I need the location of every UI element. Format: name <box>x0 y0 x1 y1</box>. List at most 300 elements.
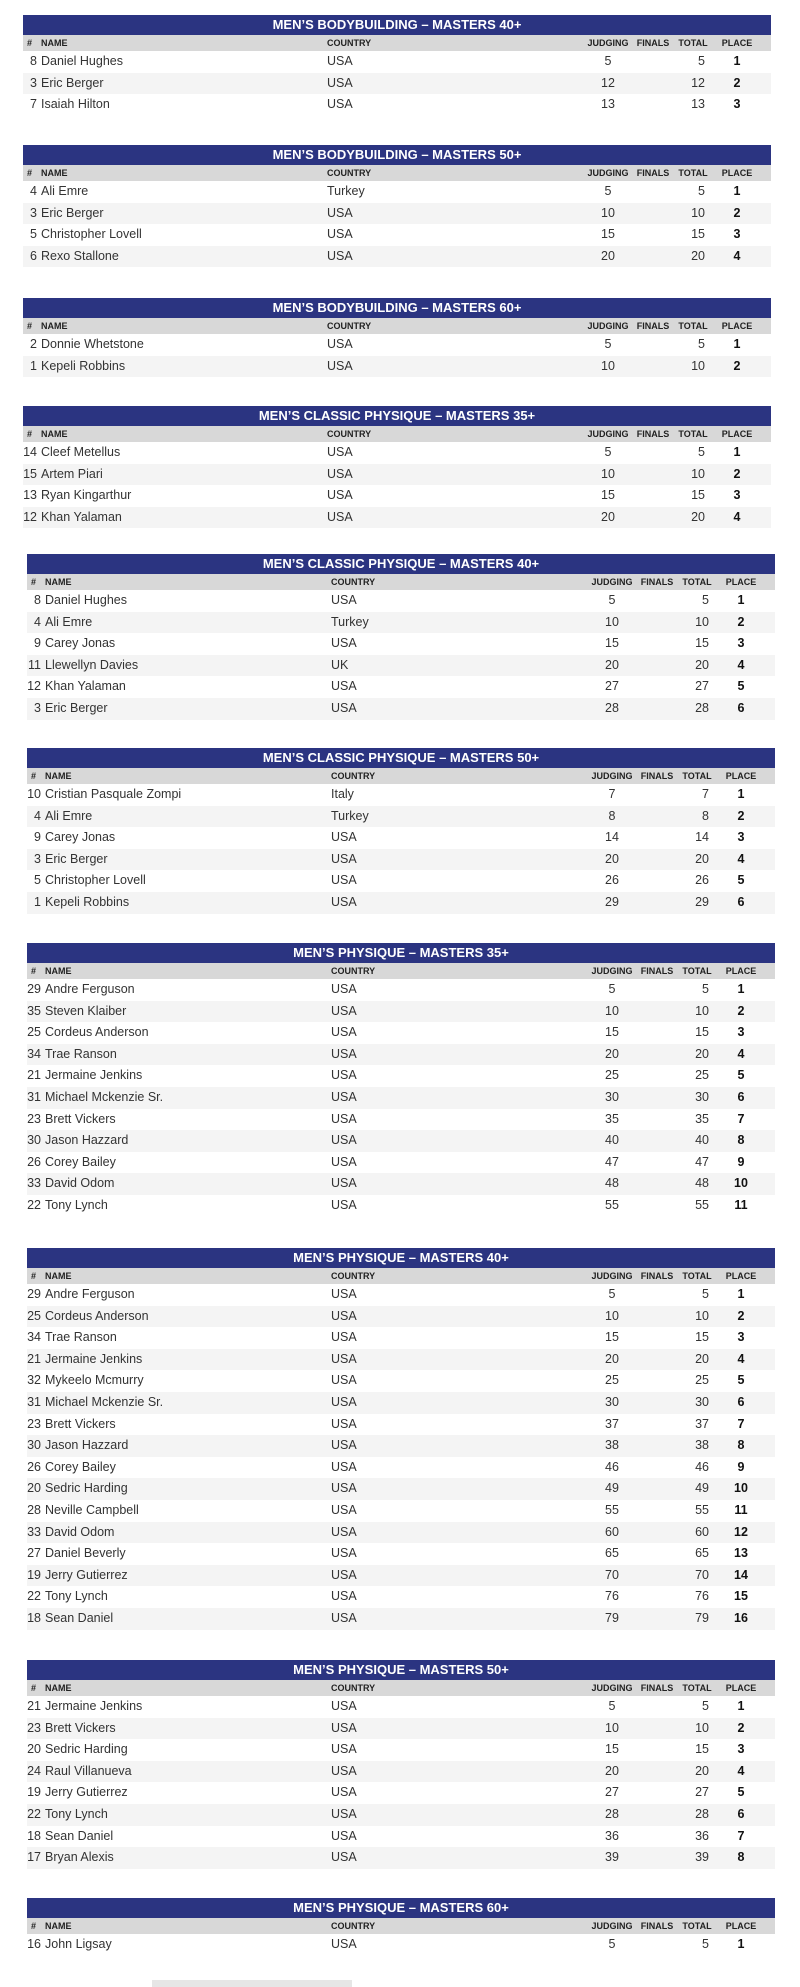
competitor-name: Michael Mckenzie Sr. <box>45 1394 164 1409</box>
table-title: MEN’S CLASSIC PHYSIQUE – MASTERS 35+ <box>23 406 771 426</box>
total-score: 10 <box>695 614 709 629</box>
total-score: 8 <box>702 808 709 823</box>
table-row <box>23 203 771 225</box>
competitor-name: Ali Emre <box>45 808 93 823</box>
total-score: 15 <box>695 1330 709 1345</box>
judging-score: 36 <box>605 1828 619 1843</box>
header-total: TOTAL <box>682 771 712 781</box>
competitor-country: USA <box>331 982 357 996</box>
total-score: 15 <box>695 1025 709 1040</box>
competitor-name: Khan Yalaman <box>41 509 122 524</box>
competitor-name: Tony Lynch <box>45 1806 108 1821</box>
placing: 1 <box>737 1287 745 1301</box>
judging-score: 40 <box>605 1133 619 1148</box>
competitor-country: USA <box>331 593 357 607</box>
table-row <box>23 464 771 486</box>
judging-score: 55 <box>605 1502 619 1517</box>
competitor-number: 8 <box>34 593 41 607</box>
judging-score: 55 <box>605 1197 619 1212</box>
table-row <box>27 1761 775 1783</box>
competitor-number: 4 <box>34 614 41 629</box>
placing: 5 <box>737 1068 745 1083</box>
competitor-number: 22 <box>27 1589 41 1604</box>
placing: 1 <box>733 184 741 198</box>
table-row <box>27 1457 775 1479</box>
placing: 8 <box>737 1133 745 1148</box>
table-row <box>27 1608 775 1630</box>
header-total: TOTAL <box>678 168 708 178</box>
competitor-country: USA <box>331 1308 357 1323</box>
total-score: 5 <box>702 982 709 996</box>
competitor-country: USA <box>327 337 353 351</box>
table-header <box>27 963 775 979</box>
table-row <box>27 1152 775 1174</box>
judging-score: 15 <box>605 1025 619 1040</box>
placing: 15 <box>734 1589 748 1604</box>
competitor-name: Jermaine Jenkins <box>45 1068 143 1083</box>
competitor-number: 33 <box>27 1176 41 1191</box>
placing: 5 <box>737 1373 745 1388</box>
competitor-number: 17 <box>27 1850 41 1865</box>
placing: 1 <box>733 337 741 351</box>
judging-score: 65 <box>605 1546 619 1561</box>
header-num: # <box>27 38 33 48</box>
placing: 4 <box>737 1763 745 1778</box>
table-row <box>27 1934 775 1956</box>
competitor-name: Tony Lynch <box>45 1197 108 1212</box>
competitor-name: Ryan Kingarthur <box>41 488 132 503</box>
judging-score: 10 <box>601 358 615 373</box>
competitor-name: David Odom <box>45 1176 115 1191</box>
competitor-number: 21 <box>27 1068 41 1083</box>
table-row <box>23 51 771 73</box>
competitor-number: 25 <box>27 1308 41 1323</box>
competitor-country: USA <box>331 1610 357 1625</box>
competitor-name: Neville Campbell <box>45 1502 139 1517</box>
judging-score: 27 <box>605 679 619 694</box>
competitor-number: 10 <box>27 787 41 801</box>
placing: 2 <box>733 75 741 90</box>
total-score: 5 <box>702 1937 709 1951</box>
table-row <box>27 1478 775 1500</box>
judging-score: 30 <box>605 1394 619 1409</box>
total-score: 14 <box>695 830 709 845</box>
table-row <box>27 676 775 698</box>
competitor-country: USA <box>331 1330 357 1345</box>
table-row <box>27 1284 775 1306</box>
competitor-country: USA <box>331 1546 357 1561</box>
table-row <box>27 1349 775 1371</box>
competitor-country: USA <box>331 1373 357 1388</box>
table-title: MEN’S BODYBUILDING – MASTERS 60+ <box>23 298 771 318</box>
header-place: PLACE <box>725 966 757 976</box>
competitor-country: USA <box>331 1287 357 1301</box>
table-row <box>23 442 771 464</box>
competitor-number: 26 <box>27 1459 41 1474</box>
total-score: 10 <box>691 358 705 373</box>
competitor-country: USA <box>331 1589 357 1604</box>
table-row <box>23 356 771 378</box>
placing: 4 <box>737 851 745 866</box>
header-place: PLACE <box>725 771 757 781</box>
header-name: NAME <box>41 38 68 48</box>
placing: 3 <box>733 97 741 112</box>
table-row <box>27 849 775 871</box>
judging-score: 20 <box>601 509 615 524</box>
competitor-name: Raul Villanueva <box>45 1763 132 1778</box>
table-title: MEN’S CLASSIC PHYSIQUE – MASTERS 40+ <box>27 554 775 574</box>
placing: 5 <box>737 1785 745 1800</box>
competitor-number: 35 <box>27 1003 41 1018</box>
competitor-number: 3 <box>30 75 37 90</box>
competitor-number: 18 <box>27 1610 41 1625</box>
placing: 4 <box>733 509 741 524</box>
competitor-country: USA <box>331 1003 357 1018</box>
header-num: # <box>27 429 33 439</box>
competitor-number: 19 <box>27 1567 41 1582</box>
placing: 1 <box>733 54 741 68</box>
placing: 2 <box>737 1308 745 1323</box>
header-country: COUNTRY <box>327 321 372 331</box>
placing: 1 <box>737 982 745 996</box>
competitor-number: 22 <box>27 1197 41 1212</box>
placing: 7 <box>737 1828 745 1843</box>
total-score: 47 <box>695 1154 709 1169</box>
table-row <box>27 827 775 849</box>
header-name: NAME <box>45 577 72 587</box>
table-row <box>27 1001 775 1023</box>
header-num: # <box>31 1271 37 1281</box>
judging-score: 28 <box>605 700 619 715</box>
placing: 10 <box>734 1176 748 1191</box>
competitor-name: Jason Hazzard <box>45 1133 129 1148</box>
competitor-country: USA <box>327 205 353 220</box>
placing: 4 <box>737 657 745 672</box>
table-row <box>23 246 771 268</box>
competitor-country: USA <box>331 1351 357 1366</box>
competitor-number: 23 <box>27 1720 41 1735</box>
total-score: 27 <box>695 679 709 694</box>
table-header <box>27 768 775 784</box>
competitor-country: USA <box>331 1524 357 1539</box>
total-score: 55 <box>695 1197 709 1212</box>
table-row <box>27 1044 775 1066</box>
competitor-country: USA <box>331 1438 357 1453</box>
table-row <box>27 1804 775 1826</box>
header-judging: JUDGING <box>587 429 629 439</box>
competitor-country: USA <box>331 1394 357 1409</box>
table-row <box>27 612 775 634</box>
judging-score: 14 <box>605 830 619 845</box>
competitor-name: Cristian Pasquale Zompi <box>45 787 182 801</box>
header-finals: FINALS <box>640 577 674 587</box>
header-country: COUNTRY <box>331 966 376 976</box>
placing: 13 <box>734 1546 748 1561</box>
table-row <box>27 1130 775 1152</box>
competitor-country: USA <box>331 1828 357 1843</box>
header-name: NAME <box>45 1921 72 1931</box>
table-row <box>27 806 775 828</box>
judging-score: 5 <box>608 1937 616 1951</box>
competitor-country: USA <box>331 636 357 651</box>
total-score: 28 <box>695 700 709 715</box>
competitor-country: USA <box>327 227 353 242</box>
total-score: 46 <box>695 1459 709 1474</box>
table-row <box>27 1435 775 1457</box>
header-finals: FINALS <box>640 771 674 781</box>
judging-score: 29 <box>605 894 619 909</box>
placing: 1 <box>737 1699 745 1713</box>
total-score: 13 <box>691 97 705 112</box>
total-score: 10 <box>695 1720 709 1735</box>
total-score: 38 <box>695 1438 709 1453</box>
competitor-name: Ali Emre <box>41 184 89 198</box>
header-country: COUNTRY <box>331 577 376 587</box>
placing: 2 <box>737 1720 745 1735</box>
total-score: 39 <box>695 1850 709 1865</box>
competitor-number: 20 <box>27 1742 41 1757</box>
table-row <box>27 892 775 914</box>
table-row <box>23 507 771 529</box>
competitor-name: Daniel Beverly <box>45 1546 126 1561</box>
competitor-name: Eric Berger <box>41 75 104 90</box>
table-row <box>27 1543 775 1565</box>
competitor-number: 30 <box>27 1133 41 1148</box>
header-judging: JUDGING <box>591 966 633 976</box>
competitor-number: 5 <box>34 873 41 888</box>
total-score: 12 <box>691 75 705 90</box>
table-row <box>27 1306 775 1328</box>
competitor-country: USA <box>331 1742 357 1757</box>
competitor-number: 34 <box>27 1046 41 1061</box>
table-header <box>23 426 771 442</box>
competitor-number: 28 <box>27 1502 41 1517</box>
results-table <box>23 145 771 267</box>
header-country: COUNTRY <box>331 1683 376 1693</box>
competitor-name: Christopher Lovell <box>41 227 142 242</box>
competitor-name: Brett Vickers <box>45 1720 116 1735</box>
competitor-name: Llewellyn Davies <box>45 657 139 672</box>
table-row <box>27 1392 775 1414</box>
total-score: 10 <box>691 466 705 481</box>
judging-score: 48 <box>605 1176 619 1191</box>
header-finals: FINALS <box>636 168 670 178</box>
total-score: 15 <box>695 1742 709 1757</box>
total-score: 26 <box>695 873 709 888</box>
header-finals: FINALS <box>636 321 670 331</box>
total-score: 37 <box>695 1416 709 1431</box>
table-title: MEN’S PHYSIQUE – MASTERS 60+ <box>27 1898 775 1918</box>
total-score: 10 <box>691 205 705 220</box>
total-score: 28 <box>695 1806 709 1821</box>
table-row <box>23 334 771 356</box>
judging-score: 38 <box>605 1438 619 1453</box>
judging-score: 5 <box>608 593 616 607</box>
competitor-number: 13 <box>23 488 37 503</box>
competitor-name: Trae Ranson <box>45 1046 117 1061</box>
table-header <box>27 1680 775 1696</box>
judging-score: 13 <box>601 97 615 112</box>
competitor-name: Mykeelo Mcmurry <box>45 1373 144 1388</box>
header-place: PLACE <box>721 168 753 178</box>
header-total: TOTAL <box>682 1683 712 1693</box>
results-table <box>23 15 771 116</box>
judging-score: 49 <box>605 1481 619 1496</box>
header-judging: JUDGING <box>591 1271 633 1281</box>
placing: 3 <box>733 227 741 242</box>
table-row <box>27 1022 775 1044</box>
competitor-name: Andre Ferguson <box>45 982 135 996</box>
judging-score: 35 <box>605 1111 619 1126</box>
placing: 3 <box>737 1330 745 1345</box>
header-country: COUNTRY <box>331 1271 376 1281</box>
header-finals: FINALS <box>640 966 674 976</box>
competitor-country: Turkey <box>331 808 369 823</box>
judging-score: 10 <box>601 205 615 220</box>
judging-score: 25 <box>605 1373 619 1388</box>
competitor-name: Isaiah Hilton <box>41 97 110 112</box>
competitor-country: USA <box>331 830 357 845</box>
competitor-country: USA <box>327 248 353 263</box>
judging-score: 5 <box>608 1699 616 1713</box>
header-total: TOTAL <box>682 1921 712 1931</box>
total-score: 25 <box>695 1068 709 1083</box>
competitor-name: Cordeus Anderson <box>45 1025 149 1040</box>
judging-score: 27 <box>605 1785 619 1800</box>
table-header <box>27 574 775 590</box>
competitor-country: Italy <box>331 787 354 801</box>
competitor-number: 26 <box>27 1154 41 1169</box>
placing: 9 <box>737 1459 745 1474</box>
placing: 1 <box>737 787 745 801</box>
judging-score: 20 <box>605 657 619 672</box>
table-row <box>23 224 771 246</box>
table-row <box>27 1565 775 1587</box>
table-title: MEN’S BODYBUILDING – MASTERS 40+ <box>23 15 771 35</box>
competitor-number: 11 <box>28 657 41 672</box>
competitor-country: USA <box>331 1046 357 1061</box>
competitor-name: Tony Lynch <box>45 1589 108 1604</box>
total-score: 65 <box>695 1546 709 1561</box>
competitor-number: 24 <box>27 1763 41 1778</box>
competitor-country: USA <box>331 1699 357 1713</box>
competitor-country: USA <box>331 1937 357 1951</box>
total-score: 20 <box>695 1351 709 1366</box>
competitor-name: Christopher Lovell <box>45 873 146 888</box>
total-score: 5 <box>702 593 709 607</box>
total-score: 29 <box>695 894 709 909</box>
competitor-name: Rexo Stallone <box>41 248 119 263</box>
competitor-country: USA <box>331 1850 357 1865</box>
competitor-number: 4 <box>30 184 37 198</box>
header-name: NAME <box>41 321 68 331</box>
placing: 7 <box>737 1416 745 1431</box>
competitor-number: 4 <box>34 808 41 823</box>
total-score: 36 <box>695 1828 709 1843</box>
total-score: 35 <box>695 1111 709 1126</box>
competitor-country: USA <box>331 1806 357 1821</box>
header-finals: FINALS <box>636 429 670 439</box>
total-score: 5 <box>702 1699 709 1713</box>
placing: 1 <box>733 445 741 459</box>
judging-score: 20 <box>605 1046 619 1061</box>
competitor-number: 34 <box>27 1330 41 1345</box>
bottom-scrollbar[interactable] <box>152 1980 352 1987</box>
placing: 3 <box>733 488 741 503</box>
competitor-number: 23 <box>27 1111 41 1126</box>
judging-score: 10 <box>601 466 615 481</box>
results-table <box>23 406 771 528</box>
judging-score: 28 <box>605 1806 619 1821</box>
table-title: MEN’S PHYSIQUE – MASTERS 35+ <box>27 943 775 963</box>
competitor-number: 30 <box>27 1438 41 1453</box>
competitor-country: USA <box>331 1481 357 1496</box>
competitor-number: 9 <box>34 830 41 845</box>
competitor-country: USA <box>327 466 353 481</box>
placing: 14 <box>734 1567 748 1582</box>
header-finals: FINALS <box>640 1921 674 1931</box>
total-score: 5 <box>698 337 705 351</box>
competitor-name: Sedric Harding <box>45 1742 128 1757</box>
competitor-country: USA <box>331 1111 357 1126</box>
judging-score: 47 <box>605 1154 619 1169</box>
competitor-country: USA <box>327 488 353 503</box>
placing: 5 <box>737 679 745 694</box>
competitor-country: USA <box>331 700 357 715</box>
placing: 3 <box>737 1025 745 1040</box>
placing: 6 <box>737 1089 745 1104</box>
judging-score: 76 <box>605 1589 619 1604</box>
competitor-name: Trae Ranson <box>45 1330 117 1345</box>
competitor-country: USA <box>331 1068 357 1083</box>
judging-score: 5 <box>604 445 612 459</box>
placing: 6 <box>737 894 745 909</box>
competitor-name: Jerry Gutierrez <box>45 1567 128 1582</box>
table-row <box>27 1739 775 1761</box>
results-table <box>27 748 775 914</box>
table-row <box>27 1696 775 1718</box>
judging-score: 37 <box>605 1416 619 1431</box>
table-row <box>23 181 771 203</box>
competitor-country: USA <box>331 873 357 888</box>
header-total: TOTAL <box>682 966 712 976</box>
total-score: 30 <box>695 1394 709 1409</box>
placing: 6 <box>737 1806 745 1821</box>
competitor-number: 14 <box>23 445 37 459</box>
competitor-name: Jerry Gutierrez <box>45 1785 128 1800</box>
header-total: TOTAL <box>678 38 708 48</box>
judging-score: 20 <box>605 1763 619 1778</box>
table-row <box>27 1586 775 1608</box>
competitor-number: 6 <box>30 248 37 263</box>
competitor-number: 12 <box>27 679 41 694</box>
competitor-number: 1 <box>34 894 41 909</box>
judging-score: 5 <box>604 337 612 351</box>
table-row <box>27 1370 775 1392</box>
competitor-name: Corey Bailey <box>45 1459 116 1474</box>
competitor-name: Carey Jonas <box>45 830 116 845</box>
total-score: 7 <box>702 787 709 801</box>
competitor-number: 3 <box>30 205 37 220</box>
header-judging: JUDGING <box>587 168 629 178</box>
table-row <box>27 1109 775 1131</box>
judging-score: 15 <box>601 488 615 503</box>
header-name: NAME <box>45 1683 72 1693</box>
competitor-number: 7 <box>30 97 37 112</box>
competitor-country: USA <box>327 54 353 68</box>
competitor-name: Daniel Hughes <box>41 54 123 68</box>
judging-score: 5 <box>604 184 612 198</box>
